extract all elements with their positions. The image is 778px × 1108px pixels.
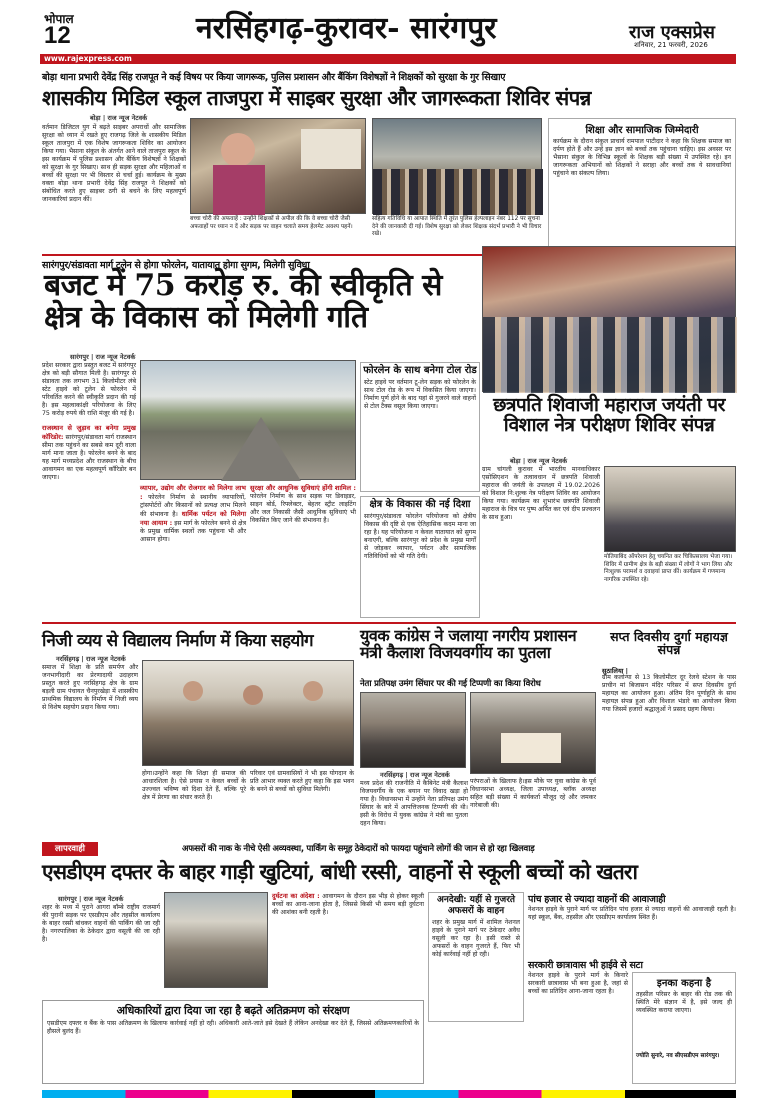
- sdm-body2: आवागमन के दौरान इस भीड़ से होकर स्कूली बच्चों का आना-जाना होता है, जिससे किसी भी समय बड़ी दुर्घटना की आशंका बनी रहती है।: [272, 893, 424, 916]
- shivaji-photo-2: [604, 466, 736, 552]
- masthead: [0, 0, 778, 63]
- sdm-sub-block: [272, 892, 424, 998]
- budget-body: प्रदेश सरकार द्वारा प्रस्तुत बजट में सारंगपुर क्षेत्र को बड़ी सौगात मिली है। सारंगपुर से संडावता तक लगभग 31 किलोमीटर लंबे स्टेट हाइवे को टूलेन से फोरलेन में परिवर्तित करने की स्वीकृति प्रदान की गई है। इस महत्वाकांक्षी परियोजना के लिए 75 करोड़ रुपये की राशि मंजूर की गई है।: [42, 362, 136, 417]
- budget-body5: फोरलेन निर्माण के साथ सड़क पर डिवाइडर, साइन बोर्ड, रिफ्लेक्टर, बेहतर स्ट्रीट लाइटिंग और जल निकासी जैसी आधुनिक सुविधाएं भी विकसित किए जाने की संभावना है।: [250, 493, 356, 524]
- url-bar: [40, 54, 736, 64]
- congress-photo-2: [470, 692, 596, 774]
- budget-sub4: सुरक्षा और आधुनिक सुविधाएं होंगी शामिल :: [250, 484, 356, 492]
- color-strip: [42, 1090, 736, 1098]
- budget-sub2-block: [140, 484, 246, 618]
- budget-body3: फोरलेन निर्माण से स्थानीय व्यापारियों, ट्रांसपोर्टरों और किसानों को प्रत्यक्ष लाभ मिलने की संभावना है।: [140, 494, 247, 518]
- budget-photo-road: [140, 360, 356, 480]
- dev-box-body: सारंगपुर/संडावता फोरलेन परियोजना को क्षेत्रीय विकास की दृष्टि से एक ऐतिहासिक कदम माना जा रहा है। यह परियोजना न केवल यातायात को सुगम बनाएगी, बल्कि सारंगपुर को प्रदेश के प्रमुख मार्गों से जोड़कर व्यापार, पर्यटन और सामाजिक गतिविधियों को भी गति देगी।: [364, 513, 476, 560]
- school-body: समाज में शिक्षा के प्रति समर्पण और जनभागीदारी का प्रेरणादायी उदाहरण प्रस्तुत करते हुए नरसिंहगढ़ क्षेत्र के ग्राम बड़ली ग्राम पंचायत चैनपुरखेड़ा में शासकीय प्राथमिक विद्यालय के निर्माण में निजी व्यय से विशेष सहयोग प्रदान किया गया।: [42, 664, 138, 711]
- site-url[interactable]: www.rajexpress.com: [44, 54, 132, 63]
- budget-sub4-block: [250, 484, 356, 618]
- shivaji-body: ग्राम चांगली कुरावर में भारतीय मानवाधिकार एसोसिएशन के तत्वावधान में छत्रपति शिवाजी महाराज की जयंती के उपलक्ष्य में 19.02.2026 को विशाल नि:शुल्क नेत्र परीक्षण शिविर का आयोजन किया गया। कार्यक्रम का शुभारंभ छत्रपति शिवाजी महाराज के चित्र पर पुष्प अर्पित कर एवं दीप प्रज्वलन के साथ हुआ।: [482, 466, 600, 521]
- sdm-kicker-label: लापरवाही: [42, 842, 98, 856]
- sdm-bottom-box: [42, 1000, 424, 1084]
- shivaji-headline: छत्रपति शिवाजी महाराज जयंती पर विशाल नेत्र परीक्षण शिविर संपन्न: [493, 394, 725, 436]
- vehicle-box-body: नेशनल हाइवे के पुराने मार्ग पर प्रतिदिन पांच हजार से ज्यादा वाहनों की आवाजाही रहती है। यहां स्कूल, बैंक, तहसील और एसडीएम कार्यालय स्थित हैं।: [528, 906, 736, 921]
- budget-byline: सारंगपुर | राज न्यूज नेटवर्क: [70, 353, 136, 361]
- sdm-sub: दुर्घटना का अंदेशा :: [272, 892, 320, 900]
- congress-body2: परंपराओं के खिलाफ है।इस मौके पर युवा कांग्रेस के पूर्व विधानसभा अध्यक्ष, जिला उपाध्यक्ष, ब्लॉक अध्यक्ष सहित बड़ी संख्या में कार्यकर्ता मौजूद रहे और जमकर नारेबाजी की।: [470, 778, 596, 809]
- budget-body2: सारंगपुर/संडावता मार्ग राजस्थान सीमा तक पहुंचने का सबसे कम दूरी वाला मार्ग माना जाता है। फोरलेन बनने के बाद यह मार्ग मध्यप्रदेश और राजस्थान के बीच आवागमन का एक महत्वपूर्ण कॉरिडोर बन जाएगा।: [42, 434, 136, 481]
- school-body2: होगा।उन्होंने कहा कि शिक्षा ही समाज की आधारशिला है। ऐसे प्रयास न केवल बच्चों के उज्ज्वल भविष्य को दिशा देते हैं, बल्कि पूरे क्षेत्र में प्रेरणा का संचार करते हैं।: [142, 770, 246, 801]
- section-title: नरसिंहगढ़-कुरावर- सारंगपुर: [196, 11, 497, 46]
- congress-photo: [360, 692, 466, 768]
- page-number: 12: [44, 22, 71, 49]
- school-headline: निजी व्यय से विद्यालय निर्माण में किया सहयोग: [42, 631, 314, 651]
- durga-headline: सप्त दिवसीय दुर्गा महायज्ञ संपन्न: [610, 629, 728, 658]
- quote-box-byline: ज्योति सुनारे, नव सीएसडीएम सारंगपुर।: [636, 1053, 720, 1059]
- quote-box-body: तहसील परिसर के बाहर की रोड तक की स्थिति मेरे संज्ञान में है, इसे जल्द ही व्यवस्थित कराया जाएगा।: [636, 991, 732, 1014]
- quote-box: [632, 972, 736, 1084]
- budget-kicker: सारंगपुर/संडावता मार्ग टूलेन से होगा फोरलेन, यातायात होगा सुगम, मिलेगी सुविधा: [42, 260, 310, 271]
- sdm-side-box: [428, 892, 524, 1022]
- school-photo: [142, 660, 354, 766]
- sdm-kicker: अफसरों की नाक के नीचे ऐसी अव्यवस्था, पार्किंग के समूह ठेकेदारों को फायदा पहुंचाने लोगों की जान से हो रहा खिलवाड़: [182, 844, 535, 854]
- lead-side-box: [548, 118, 736, 250]
- congress-byline: नरसिंहगढ़ | राज न्यूज नेटवर्क: [380, 771, 450, 779]
- lead-side-box-title: शिक्षा और सामाजिक जिम्मेदारी: [585, 125, 699, 136]
- sdm-headline: एसडीएम दफ्तर के बाहर गाड़ी खुटियां, बांधी रस्सी, वाहनों से स्कूली बच्चों को खतरा: [42, 859, 638, 884]
- durga-byline: सुठालिया |: [602, 667, 629, 675]
- dev-box-title: क्षेत्र के विकास की नई दिशा: [369, 499, 471, 510]
- lead-photo-2: [372, 118, 542, 214]
- sdm-bottom-box-title: अधिकारियों द्वारा दिया जा रहा है बढ़ते अतिक्रमण को संरक्षण: [116, 1004, 350, 1017]
- dev-box: [360, 496, 480, 618]
- sdm-side-box-title: अनदेखी: यहीं से गुजरते अफसरों के वाहन: [436, 895, 516, 916]
- congress-headline: युवक कांग्रेस ने जलाया नगरीय प्रशासन मंत्री कैलाश विजयवर्गीय का पुतला: [360, 626, 577, 662]
- lead-headline: शासकीय मिडिल स्कूल ताजपुरा में साइबर सुरक्षा और जागरूकता शिविर संपन्न: [42, 86, 591, 110]
- toll-box-title: फोरलेन के साथ बनेगा टोल रोड: [363, 365, 477, 376]
- sdm-side-box-body: शहर के प्रमुख मार्ग में शामिल नेशनल हाइवे के पुराने मार्ग पर ठेकेदार अवैध वसूली कर रहा है। इसी रास्ते से अफसरों के वाहन गुजरते हैं, फिर भी कोई कार्रवाई नहीं हो रही।: [432, 919, 520, 958]
- congress-body: मध्य प्रदेश की राजनीति में कैबिनेट मंत्री कैलाश विजयवर्गीय के एक बयान पर विवाद खड़ा हो गया है। विधानसभा में उन्होंने नेता प्रतिपक्ष उमंग सिंघार के बारे में आपत्तिजनक टिप्पणी की थी। इसी के विरोध में युवक कांग्रेस ने मंत्री का पुतला दहन किया।: [360, 780, 468, 827]
- budget-body4: इस मार्ग के फोरलेन बनने से क्षेत्र के प्रमुख धार्मिक स्थलों तक पहुंचना भी और आसान होगा।: [140, 520, 247, 543]
- sdm-body: शहर के मध्य में पुराने आगरा बॉम्बे राष्ट्रीय राजमार्ग की पुरानी सड़क पर एसडीएम और तहसील कार्यालय के बाहर रस्सी बांधकर वाहनों की पार्किंग की जा रही है। नगरपालिका के ठेकेदार द्वारा वसूली की जा रही है।: [42, 904, 160, 943]
- issue-date: शनिवार, 21 फरवरी, 2026: [634, 41, 708, 49]
- durga-body: ग्राम कलोन्या से 13 किलोमीटर दूर रेलवे स्टेशन के पास प्राचीन मां बिजासन मंदिर परिसर में सप्त दिवसीय दुर्गा महायज्ञ का आयोजन हुआ। अंतिम दिन पूर्णाहुति के साथ महायज्ञ संपन्न हुआ और विशाल भंडारे का आयोजन किया गया जिसमें हजारों श्रद्धालुओं ने प्रसाद ग्रहण किया।: [602, 674, 736, 713]
- school-body3: परिवार एवं ग्रामवासियों ने भी इस योगदान के प्रति आभार व्यक्त करते हुए कहा कि इस भवन के बनने से बच्चों को सुविधा मिलेगी।: [250, 770, 354, 793]
- budget-sub1: राजस्थान से जुड़ाव का बनेगा प्रमुख कॉरिडोर:: [42, 424, 136, 441]
- lead-caption-1: बच्चा चोरी की अफवाहें : उन्होंने शिक्षकों से अपील की कि वे बच्चा चोरी जैसी अफवाहों पर ध्यान न दें और सड़क पर वाहन चलाते समय हेलमेट अवश्य पहनें।: [190, 216, 353, 230]
- lead-kicker: बोड़ा थाना प्रभारी देवेंद्र सिंह राजपूत ने कई विषय पर किया जागरूक, पुलिस प्रशासन और बैंकिंग विशेषज्ञों ने शिक्षकों को सुरक्षा के गुर सिखाए: [42, 72, 506, 83]
- lead-caption-2: सहित्य गतिविधि या आपात स्थिति में तुरंत पुलिस हेल्पलाइन नंबर 112 पर सूचना देने की जानकारी दी गई। विशेष सुरक्षा को लेकर शिक्षक संदर्भ प्रभारी ने भी विचार रखे।: [372, 216, 542, 237]
- hostel-body: नेशनल हाइवे के पुराने मार्ग के किनारे सरकारी छात्रावास भी बना हुआ है, जहां से बच्चों का प्रतिदिन आना-जाना रहता है।: [528, 972, 628, 995]
- lead-byline: बोड़ा | राज न्यूज नेटवर्क: [90, 114, 148, 122]
- sdm-byline: सारंगपुर | राज न्यूज नेटवर्क: [58, 895, 124, 903]
- shivaji-byline: बोड़ा | राज न्यूज नेटवर्क: [510, 457, 568, 465]
- quote-box-title: इनका कहना है: [656, 978, 712, 989]
- budget-sub2: व्यापार, उद्योग और रोजगार को मिलेगा लाभ :: [140, 484, 246, 501]
- budget-sub3: धार्मिक पर्यटन को मिलेगा नया आयाम :: [140, 510, 246, 527]
- lead-side-box-body: कार्यक्रम के दौरान संकुल प्राचार्य रामपाल पाटीदार ने कहा कि शिक्षक समाज का दर्पण होते हैं और उन्हें इस ज्ञान को बच्चों तक पहुंचाना चाहिए। इस अवसर पर भैसाना संकुल के विभिन्न स्कूलों के शिक्षक बड़ी संख्या में उपस्थित रहे। इन जागरूकता अभियानों को शिक्षकों ने सराहा और बच्चों तक ये सावधानियां पहुंचाने का संकल्प लिया।: [553, 138, 731, 177]
- budget-sub1-block: [42, 424, 136, 618]
- paper-name: राज एक्सप्रेस: [629, 22, 715, 43]
- toll-box-body: स्टेट हाइवे पर वर्तमान टू-लेन सड़क को फोरलेन के साथ टोल रोड के रूप में विकसित किया जाएगा। निर्माण पूर्ण होने के बाद यहां से गुजरने वाले वाहनों से टोल टैक्स वसूल किया जाएगा।: [364, 379, 476, 410]
- vehicle-box-title: पांच हजार से ज्यादा वाहनों की आवाजाही: [528, 894, 666, 905]
- school-byline: नरसिंहगढ़ | राज न्यूज नेटवर्क: [56, 655, 126, 663]
- lead-photo-1: [190, 118, 366, 214]
- sdm-photo: [164, 892, 268, 988]
- shivaji-caption: मोतियाबिंद ऑपरेशन हेतु चयनित कर चिकित्सालय भेजा गया। शिविर में ग्रामीण क्षेत्र के बड़ी संख्या में लोगों ने भाग लिया और निःशुल्क परामर्श व दवाइयां प्राप्त कीं। कार्यक्रम में गणमान्य नागरिक उपस्थित रहे।: [604, 554, 733, 583]
- toll-box: [360, 362, 480, 492]
- shivaji-photo: [482, 246, 736, 392]
- budget-headline: बजट में 75 करोड़ रु. की स्वीकृति से क्षेत्र के विकास को मिलेगी गति: [44, 268, 442, 335]
- congress-subheadline: नेता प्रतिपक्ष उमंग सिंघार पर की गई टिप्पणी का किया विरोध: [360, 679, 541, 689]
- lead-body: वर्तमान डिजिटल युग में बढ़ते साइबर अपराधों और सामाजिक सुरक्षा को ध्यान में रखते हुए राजगढ़ जिले के शासकीय मिडिल स्कूल ताजपुरा में एक विशेष जागरूकता शिविर का आयोजन किया गया। भैसाना संकुल के अंतर्गत आने वाले ताजपुरा स्कूल के इस कार्यक्रम में पुलिस प्रशासन और बैंकिंग विशेषज्ञों ने शिक्षकों को सुरक्षा के गुर सिखाए। साथ ही सड़क सुरक्षा और महिलाओं व बच्चों की सुरक्षा पर भी विस्तार से चर्चा हुई। कार्यक्रम के मुख्य वक्ता बोड़ा थाना प्रभारी देवेंद्र सिंह राजपूत ने शिक्षकों को संबोधित करते हुए साइबर ठगी से बचने के लिए महत्वपूर्ण जानकारियां प्रदान कीं।: [42, 124, 186, 203]
- hostel-title: सरकारी छात्रावास भी हाईवे से सटा: [528, 960, 643, 971]
- sdm-bottom-box-body: एसडीएम दफ्तर व बैंक के पास अतिक्रमण के खिलाफ कार्रवाई नहीं हो रही। अधिकारी आते-जाते इसे देखते हैं लेकिन अनदेखा कर देते हैं, जिससे अतिक्रमणकारियों के हौसले बुलंद हैं।: [47, 1020, 419, 1035]
- city-label: भोपाल: [44, 12, 74, 26]
